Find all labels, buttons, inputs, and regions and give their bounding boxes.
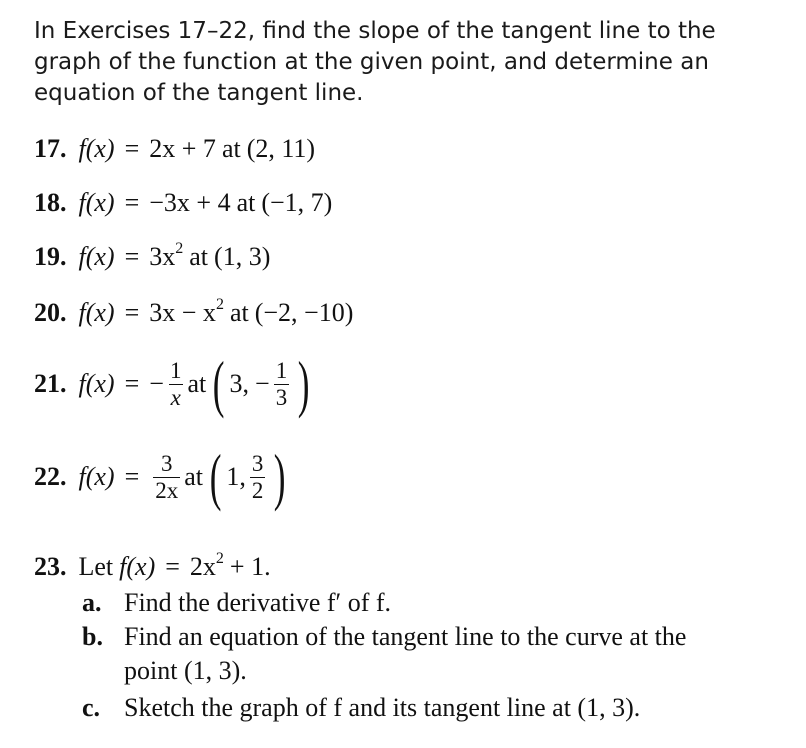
function-lhs: f(x)	[119, 552, 156, 581]
numerator: 3	[161, 450, 173, 476]
equals-sign: =	[124, 462, 140, 491]
given-point: (−1, 7)	[261, 188, 333, 217]
function-rhs	[149, 242, 183, 272]
instructions-line-3: equation of the tangent line.	[34, 80, 364, 106]
rhs-base: 2x	[189, 552, 216, 581]
function-lhs: f(x)	[78, 188, 115, 217]
denominator-text: 2x	[155, 477, 179, 503]
numerator: 1	[169, 357, 182, 383]
part-b-continued	[124, 656, 247, 686]
function-lhs: f(x)	[78, 134, 115, 163]
denominator: x	[170, 384, 181, 410]
rhs-terms: 3x − x	[149, 298, 216, 327]
exercise-17	[34, 134, 315, 164]
function-rhs	[190, 552, 224, 582]
exponent: 2	[215, 550, 224, 567]
exercise-19	[34, 242, 270, 272]
exercise-number: 21.	[34, 369, 67, 398]
equals-sign: =	[124, 134, 140, 163]
given-point: (−2, −10)	[254, 298, 354, 327]
instructions-line-2: graph of the function at the given point, and determine an	[34, 49, 709, 75]
function-rhs: −3x + 4	[149, 188, 231, 217]
instructions-paragraph	[34, 16, 734, 109]
left-paren: (	[209, 441, 222, 512]
function-lhs: f(x)	[78, 242, 115, 271]
equals-sign: =	[124, 298, 140, 327]
numerator: 1	[275, 357, 288, 383]
given-point: (2, 11)	[246, 134, 316, 163]
exponent: 2	[175, 240, 184, 257]
exercise-number: 20.	[34, 298, 67, 327]
point-x: 3,	[229, 369, 250, 398]
exercise-number: 17.	[34, 134, 67, 163]
function-lhs: f(x)	[78, 298, 115, 327]
equals-sign: =	[124, 188, 140, 217]
exercise-23	[34, 552, 271, 582]
rhs-tail: + 1.	[229, 552, 271, 581]
fraction	[274, 358, 290, 411]
part-text: Find the derivative f′ of f.	[124, 588, 392, 617]
exercise-number: 18.	[34, 188, 67, 217]
let-word: Let	[78, 552, 114, 581]
left-paren: (	[212, 348, 225, 419]
part-label: a.	[82, 588, 102, 617]
minus-sign: −	[149, 369, 164, 398]
exercise-18	[34, 188, 332, 218]
part-text: Sketch the graph of f and its tangent line at (1, 3).	[124, 693, 641, 722]
part-text: point (1, 3).	[124, 656, 247, 685]
fraction	[153, 451, 180, 504]
denominator: 3	[275, 384, 288, 410]
function-lhs: f(x)	[78, 369, 115, 398]
fraction	[168, 358, 184, 411]
at-word: at	[189, 242, 209, 271]
given-point: (1, 3)	[214, 242, 271, 271]
rhs-base: 3x	[149, 242, 176, 271]
at-word: at	[221, 134, 241, 163]
exercise-number: 22.	[34, 462, 67, 491]
equals-sign: =	[165, 552, 180, 581]
minus-sign: −	[255, 369, 270, 398]
part-text: Find an equation of the tangent line to the curve at the	[124, 622, 687, 651]
part-a	[82, 588, 391, 618]
equals-sign: =	[124, 369, 140, 398]
part-c	[82, 693, 640, 723]
part-b	[82, 622, 686, 652]
exercise-number: 19.	[34, 242, 67, 271]
instructions-line-1: In Exercises 17–22, find the slope of the tangent line to the	[34, 18, 716, 44]
at-word: at	[187, 369, 207, 398]
denominator	[153, 477, 180, 504]
numerator: 3	[251, 450, 264, 476]
denominator: 2	[251, 477, 264, 503]
function-rhs	[149, 298, 224, 328]
at-word: at	[229, 298, 249, 327]
fraction	[250, 451, 266, 504]
equals-sign: =	[124, 242, 140, 271]
at-word: at	[184, 462, 204, 491]
right-paren: )	[274, 441, 286, 512]
exercise-20	[34, 298, 353, 328]
right-paren: )	[297, 348, 310, 419]
function-rhs: 2x + 7	[149, 134, 216, 163]
exercise-21	[34, 348, 315, 419]
exercise-22	[34, 441, 291, 512]
exponent: 2	[215, 296, 224, 313]
point-x: 1,	[226, 462, 246, 491]
function-lhs: f(x)	[78, 462, 115, 491]
at-word: at	[236, 188, 256, 217]
part-label: b.	[82, 622, 103, 651]
part-label: c.	[82, 693, 101, 722]
exercise-number: 23.	[34, 552, 67, 581]
